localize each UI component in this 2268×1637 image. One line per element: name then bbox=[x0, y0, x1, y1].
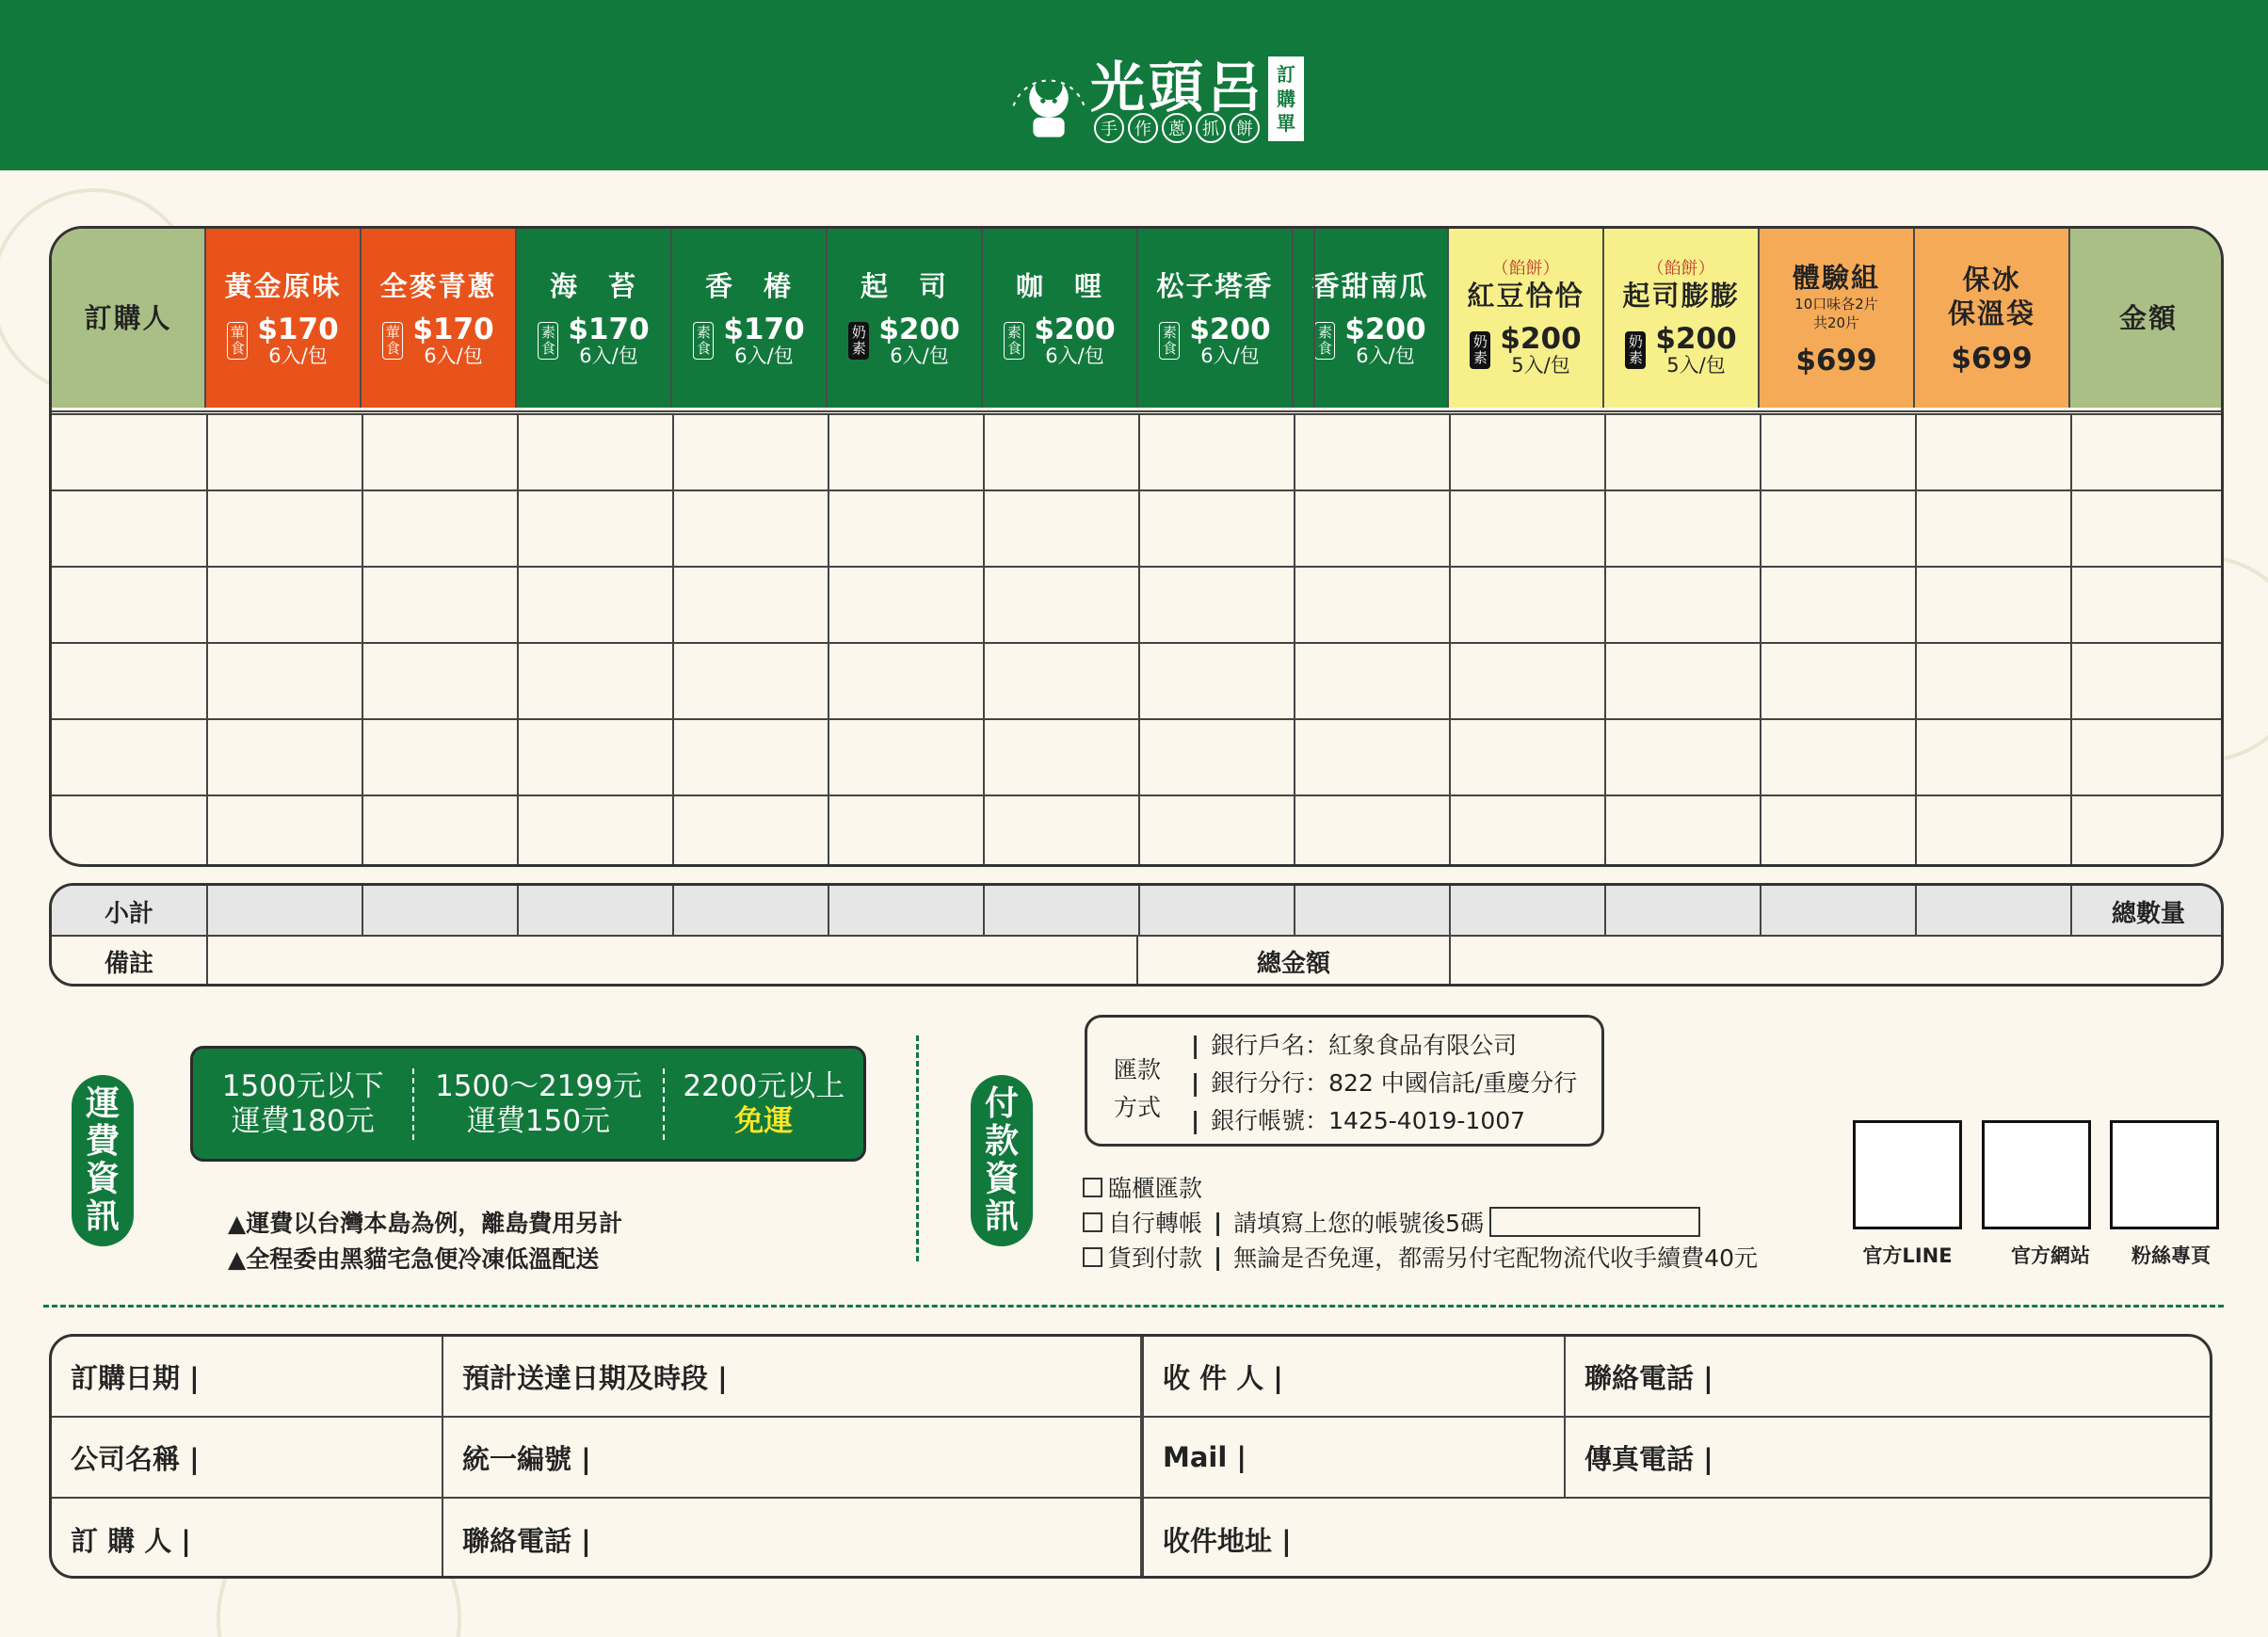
dashed-divider bbox=[43, 1305, 2224, 1308]
diet-tag bbox=[1470, 331, 1490, 369]
quantity-cell[interactable] bbox=[1138, 489, 1294, 566]
quantity-cell[interactable] bbox=[362, 718, 517, 794]
quantity-cell[interactable] bbox=[1138, 718, 1294, 794]
quantity-cell[interactable] bbox=[828, 413, 983, 489]
diet-tag-char: 素 bbox=[1472, 349, 1488, 366]
subtotal-cell[interactable] bbox=[363, 886, 517, 937]
payment-option-transfer[interactable]: 自行轉帳 | 請填寫上您的帳號後5碼 bbox=[1083, 1205, 1700, 1239]
product-header bbox=[1294, 229, 1449, 408]
quantity-cell[interactable] bbox=[828, 566, 983, 642]
quantity-cell[interactable] bbox=[828, 718, 983, 794]
diet-tag-char: 食 bbox=[1317, 340, 1332, 357]
product-header bbox=[1138, 229, 1294, 408]
amount-cell[interactable] bbox=[2070, 794, 2224, 867]
quantity-cell[interactable] bbox=[362, 566, 517, 642]
price-block bbox=[257, 314, 338, 367]
quantity-cell[interactable] bbox=[1760, 413, 1915, 489]
subtotal-cell[interactable] bbox=[1140, 886, 1294, 937]
quantity-cell[interactable] bbox=[983, 718, 1138, 794]
amount-cell[interactable] bbox=[2070, 413, 2224, 489]
section-divider bbox=[916, 1035, 919, 1261]
diet-tag bbox=[227, 322, 248, 360]
product-quantity: 6入/包 bbox=[890, 345, 949, 367]
quantity-cell[interactable] bbox=[1294, 413, 1449, 489]
buyer-field[interactable]: 訂 購 人 | bbox=[71, 1524, 191, 1557]
brand-subtitle-char: 蔥 bbox=[1162, 113, 1192, 143]
product-name: 保冰 保溫袋 bbox=[1947, 264, 2035, 329]
price-block bbox=[568, 314, 649, 367]
price-block bbox=[1655, 324, 1736, 377]
quantity-cell[interactable] bbox=[672, 794, 828, 867]
product-header bbox=[1760, 229, 1915, 408]
buyer-cell[interactable] bbox=[52, 566, 206, 642]
product-header bbox=[517, 229, 672, 408]
quantity-cell[interactable] bbox=[983, 642, 1138, 718]
transfer-method-label: 匯款方式 bbox=[1114, 1056, 1162, 1121]
product-price-row bbox=[1159, 314, 1270, 367]
payment-info-badge: 付 款 資 訊 bbox=[971, 1075, 1033, 1246]
quantity-cell[interactable] bbox=[1604, 413, 1760, 489]
diet-tag-char: 葷 bbox=[385, 324, 400, 341]
product-header bbox=[206, 229, 362, 408]
brand-subtitle-char: 手 bbox=[1094, 113, 1124, 143]
buyer-cell[interactable] bbox=[52, 642, 206, 718]
diet-tag bbox=[693, 322, 714, 360]
bank-details: | 銀行戶名：紅象食品有限公司 | 銀行分行：822 中國信託/重慶分行 | 銀行帳號：1425-4019-1007 bbox=[1191, 1027, 1577, 1140]
diet-tag-char: 素 bbox=[1317, 324, 1332, 341]
subtotal-cell[interactable] bbox=[1761, 886, 1915, 937]
diet-tag-char: 奶 bbox=[1472, 333, 1488, 350]
product-subnote: 共20片 bbox=[1812, 314, 1860, 331]
quantity-cell[interactable] bbox=[206, 489, 362, 566]
diet-tag bbox=[1314, 322, 1335, 360]
address-field[interactable]: 收件地址 | bbox=[1163, 1524, 1292, 1557]
diet-tag-char: 食 bbox=[230, 340, 245, 357]
price-block bbox=[412, 314, 493, 367]
shipping-note: ▲全程委由黑貓宅急便冷凍低溫配送 bbox=[228, 1245, 600, 1273]
product-price-row bbox=[382, 314, 493, 367]
quantity-cell[interactable] bbox=[983, 413, 1138, 489]
diet-tag-char: 食 bbox=[1162, 340, 1177, 357]
shipping-note: ▲運費以台灣本島為例，離島費用另計 bbox=[228, 1210, 623, 1237]
free-shipping-label: 免運 bbox=[734, 1103, 794, 1138]
quantity-cell[interactable] bbox=[828, 642, 983, 718]
bank-account-number: 銀行帳號：1425-4019-1007 bbox=[1211, 1107, 1526, 1134]
checkbox[interactable] bbox=[1083, 1247, 1102, 1267]
quantity-cell[interactable] bbox=[672, 489, 828, 566]
quantity-cell[interactable] bbox=[1138, 794, 1294, 867]
quantity-cell[interactable] bbox=[206, 413, 362, 489]
diet-tag-char: 素 bbox=[1628, 349, 1643, 366]
quantity-cell[interactable] bbox=[1915, 413, 2070, 489]
quantity-cell[interactable] bbox=[1915, 489, 2070, 566]
quantity-cell[interactable] bbox=[1760, 566, 1915, 642]
product-price: $200 bbox=[1655, 322, 1737, 356]
product-quantity: 6入/包 bbox=[268, 345, 328, 367]
website-qr-icon[interactable] bbox=[1982, 1120, 2091, 1229]
product-name: 起司膨膨 bbox=[1622, 280, 1740, 312]
product-name: 香 椿 bbox=[704, 270, 793, 302]
product-quantity: 5入/包 bbox=[1666, 354, 1726, 377]
order-tag-char: 訂 bbox=[1277, 63, 1295, 86]
payment-option-cod[interactable]: 貨到付款 | 無論是否免運，都需另付宅配物流代收手續費40元 bbox=[1083, 1240, 1758, 1274]
amount-cell[interactable] bbox=[2070, 718, 2224, 794]
shipping-info-badge: 運 費 資 訊 bbox=[72, 1075, 134, 1246]
quantity-cell[interactable] bbox=[1915, 794, 2070, 867]
buyer-header: 訂購人 bbox=[52, 229, 206, 408]
buyer-phone-field[interactable]: 聯絡電話 | bbox=[462, 1524, 591, 1557]
price-block bbox=[1034, 314, 1115, 367]
price-block bbox=[878, 314, 959, 367]
header-divider bbox=[52, 410, 2224, 412]
product-price: $699 bbox=[1951, 342, 2033, 376]
qr-caption: 官方LINE bbox=[1862, 1244, 1953, 1267]
quantity-cell[interactable] bbox=[362, 413, 517, 489]
product-price-row bbox=[1470, 324, 1581, 377]
quantity-cell[interactable] bbox=[362, 642, 517, 718]
subtotal-cell[interactable] bbox=[674, 886, 828, 937]
qr-caption: 粉絲專頁 bbox=[2131, 1244, 2211, 1267]
quantity-cell[interactable] bbox=[1449, 566, 1604, 642]
diet-tag bbox=[1159, 322, 1180, 360]
bank-transfer-box bbox=[1085, 1015, 1604, 1147]
quantity-cell[interactable] bbox=[517, 566, 672, 642]
total-amount-field[interactable] bbox=[1451, 939, 2223, 986]
subtotal-cell[interactable] bbox=[985, 886, 1138, 937]
customer-info-table bbox=[49, 1334, 2212, 1579]
quantity-cell[interactable] bbox=[828, 794, 983, 867]
product-quantity: 6入/包 bbox=[1356, 345, 1415, 367]
product-price-row bbox=[848, 314, 959, 367]
quantity-cell[interactable] bbox=[1449, 642, 1604, 718]
price-block bbox=[1344, 314, 1425, 367]
quantity-cell[interactable] bbox=[517, 489, 672, 566]
product-name: 全麥青蔥 bbox=[379, 270, 497, 302]
product-header bbox=[362, 229, 517, 408]
tax-id-field[interactable]: 統一編號 | bbox=[462, 1442, 591, 1475]
line-qr-icon[interactable] bbox=[1853, 1120, 1962, 1229]
shipping-tier: 2200元以上 免運 bbox=[683, 1068, 845, 1138]
qr-caption: 官方網站 bbox=[2011, 1244, 2090, 1267]
brand-name: 光頭呂 bbox=[1090, 56, 1266, 120]
diet-tag-char: 素 bbox=[540, 324, 555, 341]
quantity-cell[interactable] bbox=[672, 566, 828, 642]
quantity-cell[interactable] bbox=[1915, 642, 2070, 718]
product-header bbox=[983, 229, 1138, 408]
quantity-cell[interactable] bbox=[1604, 794, 1760, 867]
product-header bbox=[1915, 229, 2070, 408]
quantity-cell[interactable] bbox=[362, 489, 517, 566]
product-name: 紅豆恰恰 bbox=[1467, 280, 1584, 312]
product-name: 起 司 bbox=[860, 270, 948, 302]
product-name: 黃金原味 bbox=[224, 270, 342, 302]
quantity-cell[interactable] bbox=[1294, 642, 1449, 718]
product-price: $170 bbox=[412, 313, 494, 346]
shipping-tier: 1500元以下 運費180元 bbox=[221, 1068, 384, 1138]
product-quantity: 6入/包 bbox=[734, 345, 794, 367]
account-last5-field[interactable] bbox=[1489, 1207, 1700, 1237]
buyer-cell[interactable] bbox=[52, 794, 206, 867]
product-subnote: 10口味各2片 bbox=[1794, 296, 1878, 313]
quantity-cell[interactable] bbox=[1294, 566, 1449, 642]
quantity-cell[interactable] bbox=[517, 794, 672, 867]
column-divider bbox=[1136, 937, 1138, 987]
quantity-cell[interactable] bbox=[517, 642, 672, 718]
column-divider bbox=[1449, 937, 1451, 987]
quantity-cell[interactable] bbox=[1604, 642, 1760, 718]
quantity-cell[interactable] bbox=[206, 794, 362, 867]
product-quantity: 6入/包 bbox=[579, 345, 638, 367]
quantity-cell[interactable] bbox=[1449, 413, 1604, 489]
bank-account-name: 銀行戶名：紅象食品有限公司 bbox=[1211, 1032, 1518, 1059]
quantity-cell[interactable] bbox=[1604, 489, 1760, 566]
total-amount-label: 總金額 bbox=[1256, 949, 1330, 978]
quantity-cell[interactable] bbox=[672, 413, 828, 489]
diet-tag-char: 食 bbox=[696, 340, 711, 357]
brand-subtitle bbox=[1094, 113, 1260, 143]
diet-tag-char: 素 bbox=[851, 340, 866, 357]
subtotal-label: 小計 bbox=[104, 899, 153, 928]
checkbox[interactable] bbox=[1083, 1178, 1102, 1197]
subtotal-cell[interactable] bbox=[1917, 886, 2070, 937]
order-form-tag bbox=[1268, 56, 1304, 141]
quantity-cell[interactable] bbox=[1760, 642, 1915, 718]
subtotal-cell[interactable] bbox=[1451, 886, 1604, 937]
product-price: $699 bbox=[1795, 344, 1877, 377]
product-header bbox=[1449, 229, 1604, 408]
quantity-cell[interactable] bbox=[672, 642, 828, 718]
product-header bbox=[672, 229, 828, 408]
diet-tag bbox=[1004, 322, 1024, 360]
amount-cell[interactable] bbox=[2070, 642, 2224, 718]
amount-cell[interactable] bbox=[2070, 566, 2224, 642]
delivery-date-field[interactable]: 預計送達日期及時段 | bbox=[462, 1361, 728, 1394]
remark-label: 備註 bbox=[104, 949, 153, 978]
product-name: 體驗組 bbox=[1792, 262, 1880, 294]
subtotal-cell[interactable] bbox=[519, 886, 672, 937]
mascot-logo-icon bbox=[1000, 47, 1098, 145]
diet-tag-char: 奶 bbox=[851, 324, 866, 341]
product-name: 松子塔香 bbox=[1156, 270, 1274, 302]
product-header bbox=[828, 229, 983, 408]
product-price: $170 bbox=[257, 313, 339, 346]
diet-tag-char: 食 bbox=[1006, 340, 1021, 357]
quantity-cell[interactable] bbox=[1294, 794, 1449, 867]
diet-tag-char: 素 bbox=[696, 324, 711, 341]
quantity-cell[interactable] bbox=[206, 718, 362, 794]
column-divider bbox=[2070, 886, 2072, 937]
diet-tag-char: 奶 bbox=[1628, 333, 1643, 350]
order-tag-char: 購 bbox=[1277, 88, 1295, 110]
subtotal-table bbox=[49, 883, 2224, 987]
order-tag-char: 單 bbox=[1277, 112, 1295, 135]
diet-tag-char: 食 bbox=[540, 340, 555, 357]
diet-tag-char: 食 bbox=[385, 340, 400, 357]
diet-tag bbox=[1625, 331, 1646, 369]
fax-field[interactable]: 傳真電話 | bbox=[1584, 1442, 1713, 1475]
company-field[interactable]: 公司名稱 | bbox=[71, 1442, 200, 1475]
product-price: $200 bbox=[878, 313, 960, 346]
product-price: $200 bbox=[1344, 313, 1426, 346]
quantity-cell[interactable] bbox=[1449, 718, 1604, 794]
buyer-cell[interactable] bbox=[52, 413, 206, 489]
quantity-cell[interactable] bbox=[983, 489, 1138, 566]
header-bar bbox=[0, 0, 2268, 170]
product-price-row bbox=[227, 314, 338, 367]
bank-branch: 銀行分行：822 中國信託/重慶分行 bbox=[1211, 1069, 1578, 1097]
subtotal-cell[interactable] bbox=[829, 886, 983, 937]
product-quantity: 6入/包 bbox=[424, 345, 483, 367]
product-name: 海 苔 bbox=[549, 270, 637, 302]
order-table bbox=[49, 226, 2224, 867]
product-quantity: 5入/包 bbox=[1511, 354, 1570, 377]
price-block bbox=[1189, 314, 1270, 367]
product-price: $200 bbox=[1500, 322, 1582, 356]
order-date-field[interactable]: 訂購日期 | bbox=[71, 1361, 200, 1394]
product-price-row bbox=[1625, 324, 1736, 377]
product-price: $170 bbox=[568, 313, 650, 346]
receiver-field[interactable]: 收 件 人 | bbox=[1163, 1361, 1283, 1394]
buyer-cell[interactable] bbox=[52, 489, 206, 566]
quantity-cell[interactable] bbox=[1294, 489, 1449, 566]
quantity-cell[interactable] bbox=[1604, 718, 1760, 794]
amount-header: 金額 bbox=[2070, 229, 2224, 408]
product-quantity: 6入/包 bbox=[1200, 345, 1260, 367]
quantity-cell[interactable] bbox=[1604, 566, 1760, 642]
diet-tag-char: 素 bbox=[1162, 324, 1177, 341]
total-quantity-label: 總數量 bbox=[2111, 899, 2185, 928]
quantity-cell[interactable] bbox=[1449, 794, 1604, 867]
diet-tag bbox=[848, 322, 869, 360]
subtotal-cell[interactable] bbox=[1606, 886, 1760, 937]
diet-tag bbox=[538, 322, 558, 360]
shipping-fee-box bbox=[190, 1046, 866, 1162]
product-price: $200 bbox=[1189, 313, 1271, 346]
price-block bbox=[1500, 324, 1581, 377]
quantity-cell[interactable] bbox=[1760, 718, 1915, 794]
product-price-row bbox=[1314, 314, 1425, 367]
column-divider bbox=[206, 937, 208, 987]
subtotal-cell[interactable] bbox=[208, 886, 362, 937]
quantity-cell[interactable] bbox=[206, 642, 362, 718]
product-price: $170 bbox=[723, 313, 805, 346]
diet-tag bbox=[382, 322, 403, 360]
product-price-row bbox=[538, 314, 649, 367]
product-price-row bbox=[1004, 314, 1115, 367]
quantity-cell[interactable] bbox=[517, 413, 672, 489]
subtotal-cell[interactable] bbox=[1295, 886, 1449, 937]
quantity-cell[interactable] bbox=[1915, 566, 2070, 642]
brand-subtitle-char: 餅 bbox=[1230, 113, 1260, 143]
quantity-cell[interactable] bbox=[1760, 794, 1915, 867]
quantity-cell[interactable] bbox=[983, 794, 1138, 867]
product-note: （餡餅） bbox=[1491, 259, 1560, 279]
product-price: $200 bbox=[1034, 313, 1116, 346]
checkbox[interactable] bbox=[1083, 1212, 1102, 1232]
quantity-cell[interactable] bbox=[1138, 566, 1294, 642]
payment-option-counter[interactable]: 臨櫃匯款 bbox=[1083, 1170, 1202, 1204]
amount-cell[interactable] bbox=[2070, 489, 2224, 566]
diet-tag-char: 素 bbox=[1006, 324, 1021, 341]
buyer-cell[interactable] bbox=[52, 718, 206, 794]
diet-tag-char: 葷 bbox=[230, 324, 245, 341]
product-price-row bbox=[693, 314, 804, 367]
product-name: 咖 哩 bbox=[1015, 270, 1103, 302]
quantity-cell[interactable] bbox=[1138, 413, 1294, 489]
contact-phone-field[interactable]: 聯絡電話 | bbox=[1584, 1361, 1713, 1394]
quantity-cell[interactable] bbox=[828, 489, 983, 566]
product-quantity: 6入/包 bbox=[1045, 345, 1104, 367]
shipping-tier: 1500～2199元 運費150元 bbox=[435, 1068, 642, 1138]
fanpage-qr-icon[interactable] bbox=[2110, 1120, 2219, 1229]
quantity-cell[interactable] bbox=[1294, 718, 1449, 794]
quantity-cell[interactable] bbox=[1138, 642, 1294, 718]
quantity-cell[interactable] bbox=[983, 566, 1138, 642]
quantity-cell[interactable] bbox=[206, 566, 362, 642]
quantity-cell[interactable] bbox=[1915, 718, 2070, 794]
price-block bbox=[723, 314, 804, 367]
amount-header bbox=[1313, 229, 1315, 408]
mail-field[interactable]: Mail | bbox=[1163, 1441, 1247, 1473]
quantity-cell[interactable] bbox=[672, 718, 828, 794]
product-name: 香甜南瓜 bbox=[1311, 270, 1429, 302]
quantity-cell[interactable] bbox=[1449, 489, 1604, 566]
quantity-cell[interactable] bbox=[517, 718, 672, 794]
product-note: （餡餅） bbox=[1647, 259, 1715, 279]
brand-subtitle-char: 作 bbox=[1128, 113, 1158, 143]
quantity-cell[interactable] bbox=[1760, 489, 1915, 566]
quantity-cell[interactable] bbox=[362, 794, 517, 867]
brand-subtitle-char: 抓 bbox=[1196, 113, 1226, 143]
product-header bbox=[1604, 229, 1760, 408]
remark-field[interactable] bbox=[208, 939, 1136, 986]
